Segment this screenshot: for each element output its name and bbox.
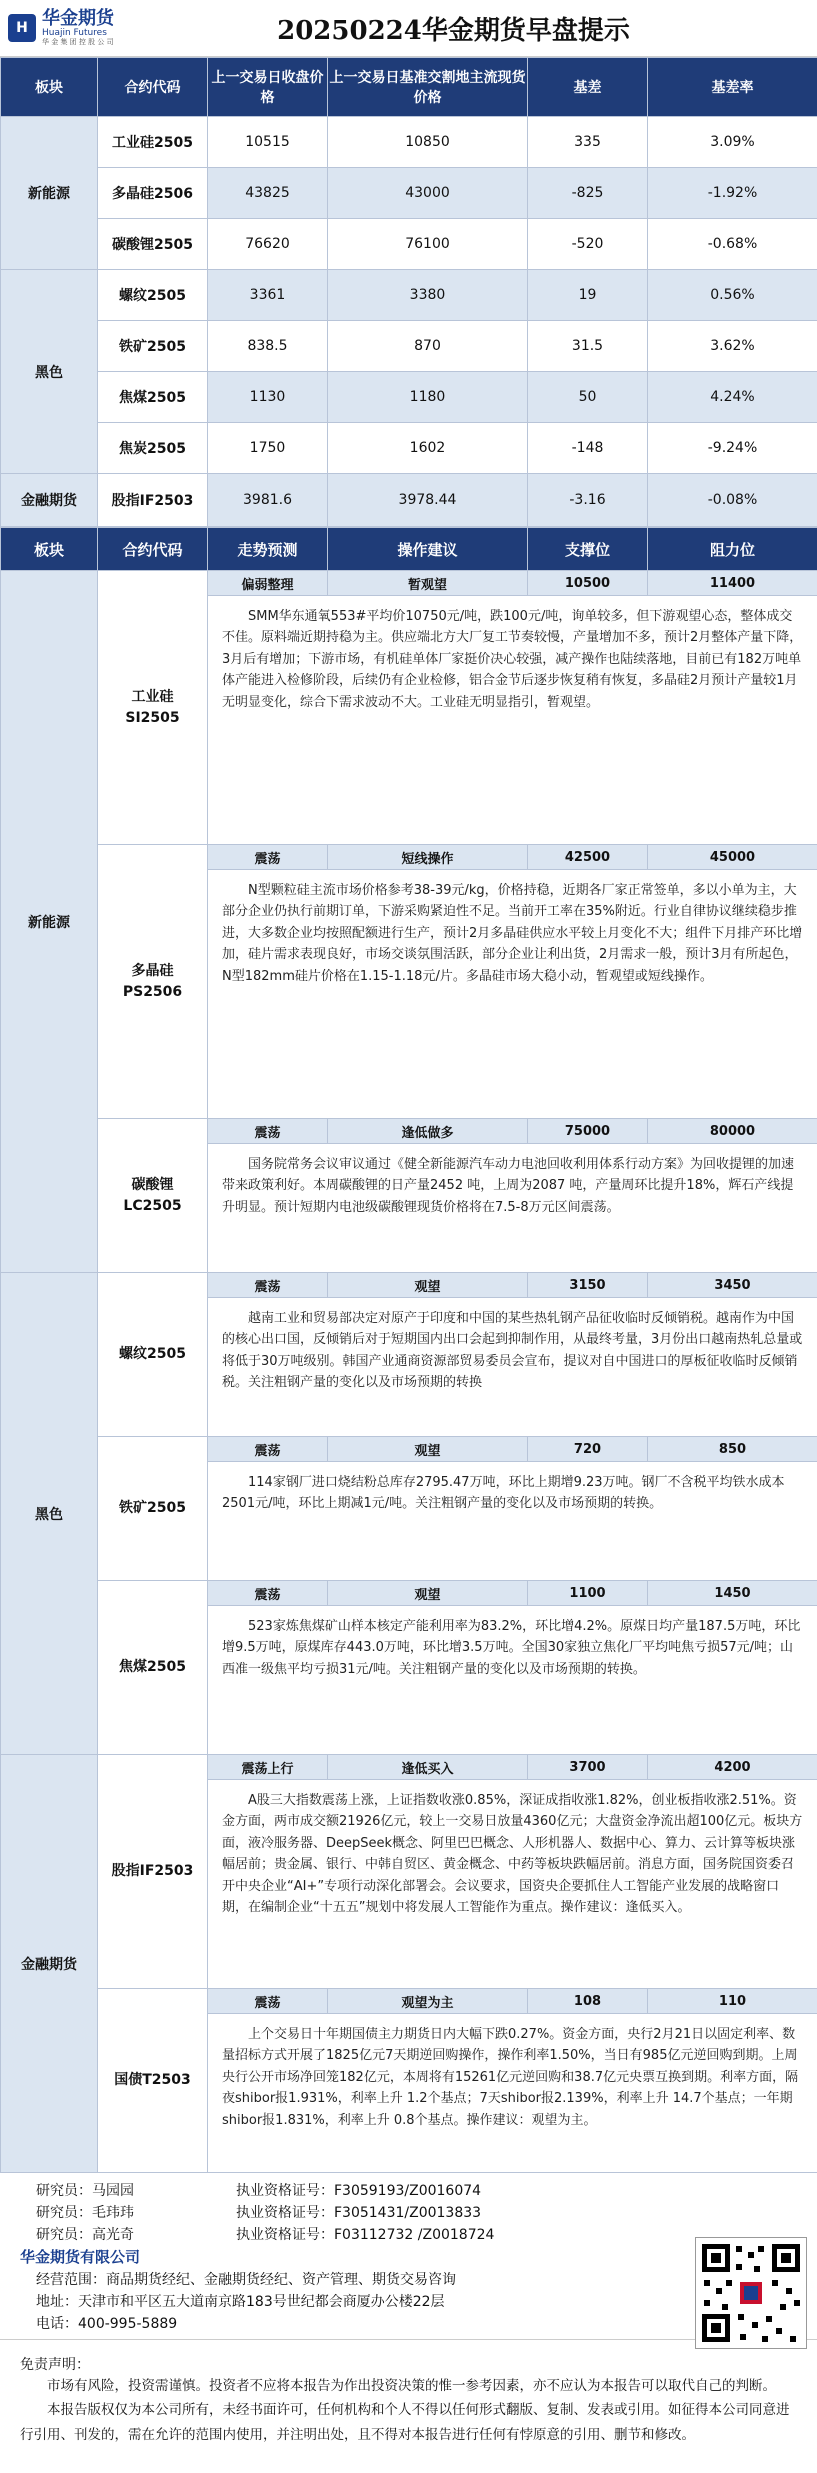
strategy-summary-row <box>1 1581 817 1606</box>
disclaimer-2: 本报告版权仅为本公司所有，未经书面许可，任何机构和个人不得以任何形式翻版、复制、发表或引用。如征得本公司同意进行引用、刊发的，需在允许的范围内使用，并注明出处，且不得对本报告进行任何有悖原意的引用、删节和修改。 <box>20 2402 790 2443</box>
basis-value: 31.5 <box>528 321 648 372</box>
spot-price: 76100 <box>328 219 528 270</box>
close-price: 1750 <box>208 423 328 474</box>
resistance-level: 45000 <box>648 845 817 870</box>
researcher-name: 研究员：马园园 <box>36 2183 134 2199</box>
basis-rate: -0.08% <box>648 474 817 527</box>
strategy-summary-row <box>1 845 817 870</box>
strategy-table <box>0 527 817 2173</box>
strategy-summary-row <box>1 1989 817 2014</box>
contract-code <box>98 1581 208 1755</box>
spot-price: 43000 <box>328 168 528 219</box>
operation-advice: 短线操作 <box>328 845 528 870</box>
trend-forecast: 震荡 <box>208 1437 328 1462</box>
disclaimer-1: 市场有风险，投资需谨慎。投资者不应将本报告为作出投资决策的惟一参考因素，亦不应认为本报告可以取代自己的判断。 <box>47 2378 776 2394</box>
table1-header-1: 合约代码 <box>98 58 208 117</box>
disclaimer-title: 免责声明： <box>20 2357 90 2373</box>
report-footer <box>0 2173 817 2447</box>
contract-code: 多晶硅2506 <box>98 168 208 219</box>
strategy-summary-row <box>1 1437 817 1462</box>
resistance-level: 110 <box>648 1989 817 2014</box>
contract-code-line: 碳酸锂 <box>131 1176 174 1193</box>
support-level: 3700 <box>528 1755 648 1780</box>
basis-table <box>0 57 817 527</box>
strategy-summary-row <box>1 1273 817 1298</box>
close-price: 3361 <box>208 270 328 321</box>
spot-price: 10850 <box>328 117 528 168</box>
strategy-summary-row <box>1 571 817 596</box>
contract-code <box>98 1437 208 1581</box>
basis-rate: -0.68% <box>648 219 817 270</box>
support-level: 75000 <box>528 1119 648 1144</box>
resistance-level: 850 <box>648 1437 817 1462</box>
sector-label: 金融期货 <box>1 474 98 527</box>
contract-code-line: 国债T2503 <box>114 2072 191 2088</box>
basis-rate: 0.56% <box>648 270 817 321</box>
operation-advice: 逢低买入 <box>328 1755 528 1780</box>
resistance-level: 80000 <box>648 1119 817 1144</box>
researcher-row <box>0 2201 817 2223</box>
trend-forecast: 震荡 <box>208 1989 328 2014</box>
basis-rate: 3.62% <box>648 321 817 372</box>
researcher-row <box>0 2179 817 2201</box>
contract-code: 焦煤2505 <box>98 372 208 423</box>
operation-advice: 观望 <box>328 1437 528 1462</box>
contract-code <box>98 1989 208 2173</box>
resistance-level: 1450 <box>648 1581 817 1606</box>
table1-header-3: 上一交易日基准交割地主流现货价格 <box>328 58 528 117</box>
researcher-cert: 执业资格证号：F3059193/Z0016074 <box>236 2183 482 2199</box>
basis-rate: -1.92% <box>648 168 817 219</box>
market-comment: 越南工业和贸易部决定对原产于印度和中国的某些热轧钢产品征收临时反倾销税。越南作为中国的核心出口国，反倾销后对于短期国内出口会起到抑制作用，从最终考量，3月份出口越南热轧总量或将低于30万吨级别。韩国产业通商资源部贸易委员会宣布，提议对自中国进口的厚板征收临时反倾销税。关注粗钢产量的变化以及市场预期的转换 <box>208 1298 817 1437</box>
contract-code <box>98 1273 208 1437</box>
contract-code <box>98 845 208 1119</box>
operation-advice: 观望 <box>328 1581 528 1606</box>
spot-price: 3380 <box>328 270 528 321</box>
contract-code: 铁矿2505 <box>98 321 208 372</box>
basis-value: -3.16 <box>528 474 648 527</box>
market-comment: 国务院常务会议审议通过《健全新能源汽车动力电池回收利用体系行动方案》为回收提锂的加速带来政策利好。本周碳酸锂的日产量2452 吨，上周为2087 吨，产量周环比提升18%，辉石产线提升明显。预计短期内电池级碳酸锂现货价格将在7.5-8万元区间震荡。 <box>208 1144 817 1273</box>
contract-code: 碳酸锂2505 <box>98 219 208 270</box>
basis-value: -825 <box>528 168 648 219</box>
contract-code-line: 工业硅 <box>131 688 174 705</box>
table2-header-2: 走势预测 <box>208 528 328 571</box>
market-comment: N型颗粒硅主流市场价格参考38-39元/kg，价格持稳，近期各厂家正常签单，多以小单为主，大部分企业仍执行前期订单，下游采购紧迫性不足。当前开工率在35%附近。行业自律协议继续稳步推进，大多数企业均按照配额进行生产，预计2月多晶硅供应水平较上月变化不大；组件下月排产环比增加，硅片需求表现良好，市场交谈氛围活跃，部分企业让利出货，2月需求一般，预计3月有所起色，N型182mm硅片价格在1.15-1.18元/片。多晶硅市场大稳小动，暂观望或短线操作。 <box>208 870 817 1119</box>
logo-mark-icon: H <box>8 14 36 42</box>
report-header <box>0 0 817 57</box>
market-comment: 上个交易日十年期国债主力期货日内大幅下跌0.27%。资金方面，央行2月21日以固定利率、数量招标方式开展了1825亿元7天期逆回购操作，操作利率1.50%，当日有985亿元逆回购到期。上周央行公开市场净回笼182亿元，本周将有15261亿元逆回购和38.7亿元央票互换到期。利率方面，隔夜shibor报1.931%，利率上升 1.2个基点；7天shibor报2.139%，利率上升 14.7个基点；一年期shibor报1.831%，利率上升 0.8个基点。操作建议：观望为主。 <box>208 2014 817 2173</box>
trend-forecast: 震荡 <box>208 845 328 870</box>
page-title: 20250224华金期货早盘提示 <box>277 15 630 46</box>
spot-price: 1602 <box>328 423 528 474</box>
qr-code-icon <box>695 2237 807 2349</box>
table2-header-3: 操作建议 <box>328 528 528 571</box>
table2-header-5: 阻力位 <box>648 528 817 571</box>
contract-code: 焦炭2505 <box>98 423 208 474</box>
basis-rate: 4.24% <box>648 372 817 423</box>
spot-price: 3978.44 <box>328 474 528 527</box>
basis-value: -520 <box>528 219 648 270</box>
market-comment: 114家钢厂进口烧结粉总库存2795.47万吨，环比上期增9.23万吨。钢厂不含税平均铁水成本2501元/吨，环比上期减1元/吨。关注粗钢产量的变化以及市场预期的转换。 <box>208 1462 817 1581</box>
support-level: 720 <box>528 1437 648 1462</box>
close-price: 1130 <box>208 372 328 423</box>
support-level: 10500 <box>528 571 648 596</box>
basis-rate: 3.09% <box>648 117 817 168</box>
contract-code <box>98 1755 208 1989</box>
researcher-name: 研究员：高光奇 <box>36 2227 134 2243</box>
contract-code-line: 焦煤2505 <box>119 1659 186 1675</box>
contract-code-line: 多晶硅 <box>131 962 174 979</box>
close-price: 3981.6 <box>208 474 328 527</box>
contract-code-line: 螺纹2505 <box>119 1346 186 1362</box>
contract-code <box>98 571 208 845</box>
sector-label: 金融期货 <box>1 1755 98 2173</box>
trend-forecast: 震荡上行 <box>208 1755 328 1780</box>
sector-label: 新能源 <box>1 571 98 1273</box>
company-logo <box>0 0 190 56</box>
market-comment: 523家炼焦煤矿山样本核定产能利用率为83.2%，环比增4.2%。原煤日均产量187.5万吨，环比增9.5万吨，原煤库存443.0万吨，环比增3.5万吨。全国30家独立焦化厂平均吨焦亏损57元/吨；山西准一级焦平均亏损31元/吨。关注粗钢产量的变化以及市场预期的转换。 <box>208 1606 817 1755</box>
trend-forecast: 偏弱整理 <box>208 571 328 596</box>
contract-code-line: LC2505 <box>123 1197 182 1214</box>
basis-value: -148 <box>528 423 648 474</box>
sector-label: 黑色 <box>1 1273 98 1755</box>
support-level: 42500 <box>528 845 648 870</box>
table-row <box>1 474 817 527</box>
trend-forecast: 震荡 <box>208 1581 328 1606</box>
strategy-summary-row <box>1 1755 817 1780</box>
contract-code: 螺纹2505 <box>98 270 208 321</box>
researcher-cert: 执业资格证号：F3051431/Z0013833 <box>236 2205 482 2221</box>
table1-header-5: 基差率 <box>648 58 817 117</box>
contract-code-line: PS2506 <box>122 983 183 1000</box>
close-price: 76620 <box>208 219 328 270</box>
spot-price: 1180 <box>328 372 528 423</box>
table1-header-0: 板块 <box>1 58 98 117</box>
support-level: 1100 <box>528 1581 648 1606</box>
contract-code-line: 铁矿2505 <box>119 1500 186 1516</box>
table-row <box>1 372 817 423</box>
contract-code-line: SI2505 <box>125 709 180 726</box>
sector-label: 新能源 <box>1 117 98 270</box>
contract-code <box>98 1119 208 1273</box>
table-row <box>1 321 817 372</box>
table1-header-2: 上一交易日收盘价格 <box>208 58 328 117</box>
close-price: 10515 <box>208 117 328 168</box>
company-phone: 电话：400-995-5889 <box>36 2316 178 2332</box>
resistance-level: 11400 <box>648 571 817 596</box>
table1-header-4: 基差 <box>528 58 648 117</box>
market-comment: A股三大指数震荡上涨，上证指数收涨0.85%，深证成指收涨1.82%，创业板指收涨2.51%。资金方面，两市成交额21926亿元，较上一交易日放量4360亿元；大盘资金净流出超100亿元。板块方面，液冷服务器、DeepSeek概念、阿里巴巴概念、人形机器人、数据中心、算力、云计算等板块涨幅居前；贵金属、银行、中韩自贸区、黄金概念、中药等板块跌幅居前。消息方面，国务院国资委召开中央企业“AI+”专项行动深化部署会。会议要求，国资央企要抓住人工智能产业发展的战略窗口期，在编制企业“十五五”规划中将发展人工智能作为重点。操作建议：逢低买入。 <box>208 1780 817 1989</box>
table-row <box>1 270 817 321</box>
table2-header-1: 合约代码 <box>98 528 208 571</box>
researcher-cert: 执业资格证号：F03112732 /Z0018724 <box>236 2227 495 2243</box>
contract-code-line: 股指IF2503 <box>111 1863 194 1879</box>
logo-sub: 华 金 集 团 控 股 公 司 <box>42 38 114 46</box>
table2-header-0: 板块 <box>1 528 98 571</box>
table-row <box>1 117 817 168</box>
operation-advice: 逢低做多 <box>328 1119 528 1144</box>
table2-header-4: 支撑位 <box>528 528 648 571</box>
spot-price: 870 <box>328 321 528 372</box>
operation-advice: 暂观望 <box>328 571 528 596</box>
basis-value: 335 <box>528 117 648 168</box>
sector-label: 黑色 <box>1 270 98 474</box>
contract-code: 股指IF2503 <box>98 474 208 527</box>
logo-cn: 华金期货 <box>42 8 114 30</box>
support-level: 3150 <box>528 1273 648 1298</box>
company-name: 华金期货有限公司 <box>20 2248 141 2266</box>
resistance-level: 3450 <box>648 1273 817 1298</box>
operation-advice: 观望为主 <box>328 1989 528 2014</box>
logo-en: Huajin Futures <box>42 28 107 39</box>
table-row <box>1 219 817 270</box>
basis-value: 50 <box>528 372 648 423</box>
table-row <box>1 168 817 219</box>
operation-advice: 观望 <box>328 1273 528 1298</box>
close-price: 43825 <box>208 168 328 219</box>
resistance-level: 4200 <box>648 1755 817 1780</box>
market-comment: SMM华东通氧553#平均价10750元/吨，跌100元/吨，询单较多，但下游观望心态，整体成交不佳。原料端近期持稳为主。供应端北方大厂复工节奏较慢，产量增加不多，预计2月整体产量下降，3月后有增加；下游市场，有机硅单体厂家挺价决心较强，减产操作也陆续落地，目前已有182万吨单体产能进入检修阶段，后续仍有企业检修，铝合金节后逐步恢复稍有恢复，多晶硅2月预计产量较1月无明显变化，综合下需求波动不大。工业硅无明显指引，暂观望。 <box>208 596 817 845</box>
close-price: 838.5 <box>208 321 328 372</box>
researcher-name: 研究员：毛玮玮 <box>36 2205 134 2221</box>
basis-value: 19 <box>528 270 648 321</box>
contract-code: 工业硅2505 <box>98 117 208 168</box>
basis-rate: -9.24% <box>648 423 817 474</box>
company-address: 地址：天津市和平区五大道南京路183号世纪都会商厦办公楼22层 <box>36 2294 445 2310</box>
strategy-summary-row <box>1 1119 817 1144</box>
support-level: 108 <box>528 1989 648 2014</box>
trend-forecast: 震荡 <box>208 1119 328 1144</box>
trend-forecast: 震荡 <box>208 1273 328 1298</box>
business-scope: 经营范围：商品期货经纪、金融期货经纪、资产管理、期货交易咨询 <box>36 2272 456 2288</box>
table-row <box>1 423 817 474</box>
